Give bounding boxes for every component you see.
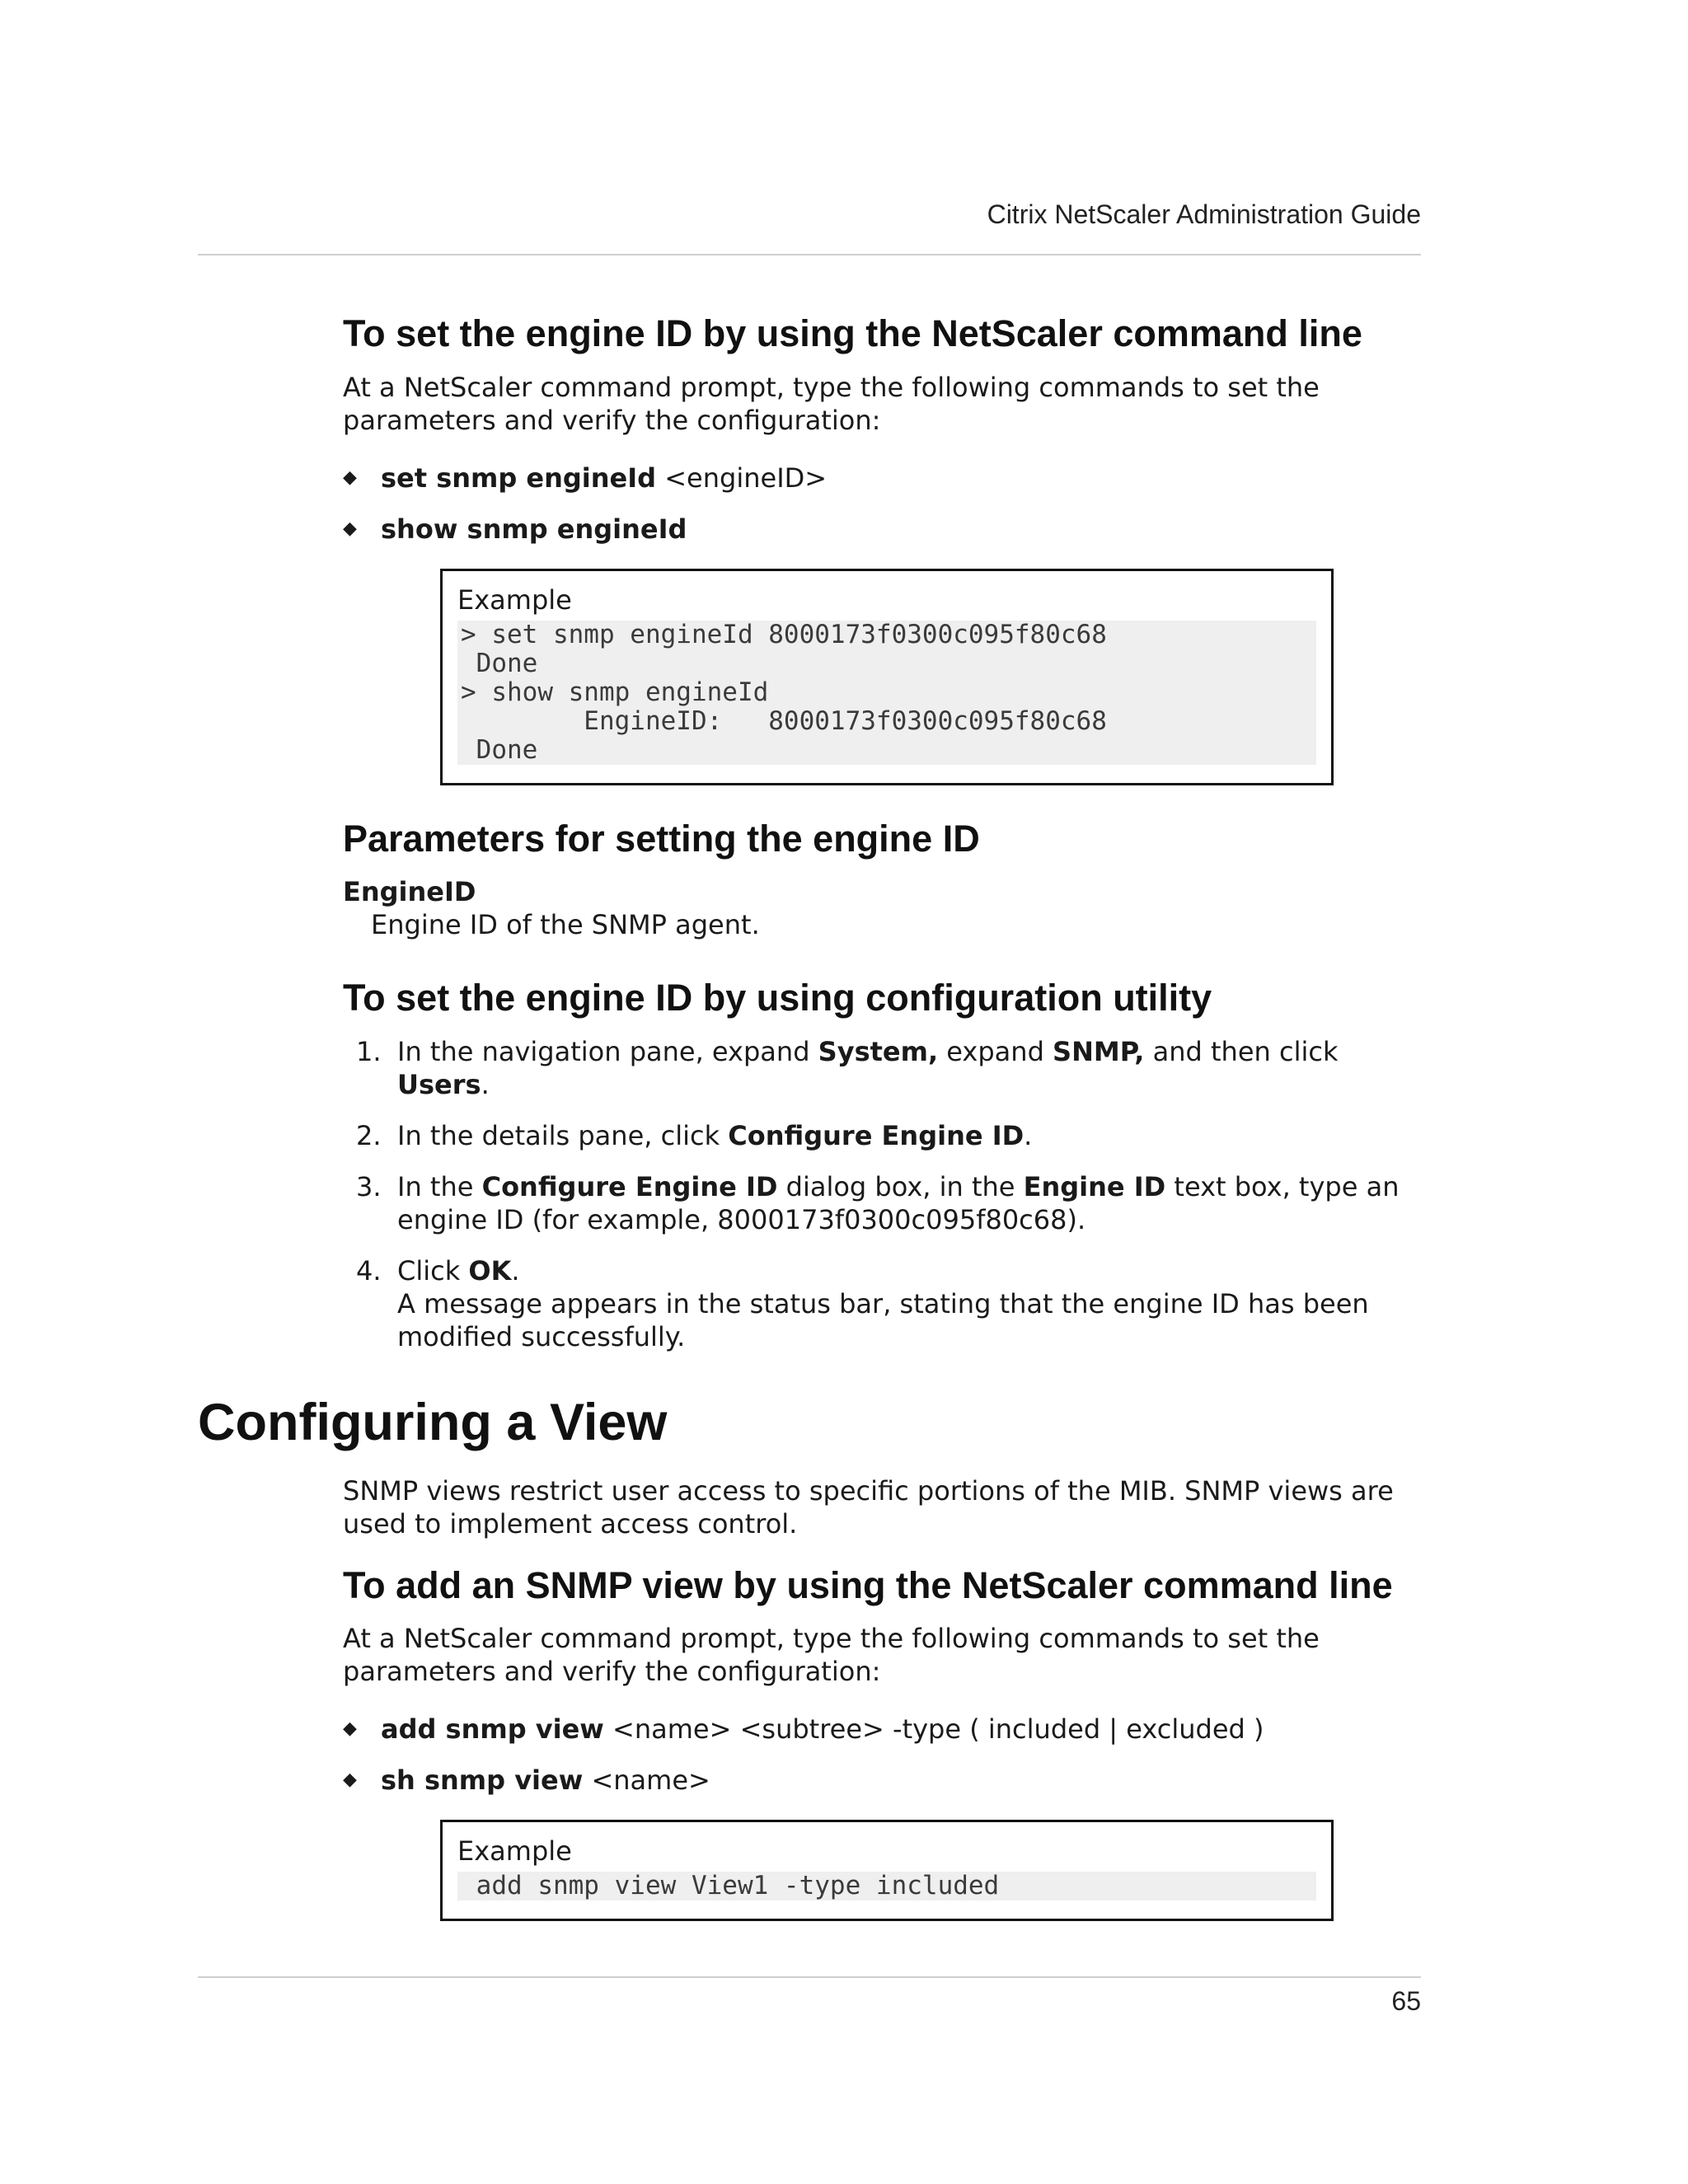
diamond-bullet-icon: ◆	[343, 1718, 357, 1740]
step-text: In the navigation pane, expand	[397, 1035, 818, 1067]
diamond-bullet-icon: ◆	[343, 518, 357, 539]
step-text: dialog box, in the	[777, 1170, 1024, 1202]
step-text: In the	[397, 1170, 482, 1202]
command-args: <name>	[583, 1765, 710, 1797]
running-header: Citrix NetScaler Administration Guide	[987, 199, 1421, 229]
step-number: 4.	[356, 1254, 382, 1286]
step-text: text box, type an engine ID (for example, 8000173f0300c095f80c68).	[397, 1170, 1400, 1235]
ui-term: Configure Engine ID	[728, 1119, 1025, 1151]
page-content	[198, 312, 1423, 1954]
list-item	[343, 1254, 1423, 1353]
diamond-bullet-icon: ◆	[343, 1769, 357, 1791]
chapter-heading-configuring-view: Configuring a View	[198, 1393, 668, 1451]
page-number: 65	[1391, 1986, 1421, 2016]
example-box	[440, 1820, 1334, 1921]
section-intro: At a NetScaler command prompt, type the following commands to set the parameters and verify the configuration:	[343, 371, 1320, 436]
parameter-description: Engine ID of the SNMP agent.	[371, 909, 760, 940]
command-args: <name> <subtree> -type ( included | excluded )	[603, 1713, 1264, 1746]
command-list	[343, 1713, 1423, 1797]
step-text: .	[481, 1068, 490, 1100]
step-number: 3.	[356, 1170, 382, 1202]
step-text: .	[1024, 1119, 1033, 1151]
ui-term: Configure Engine ID	[481, 1170, 778, 1202]
ui-term: Users	[397, 1068, 481, 1100]
step-list	[343, 1035, 1423, 1353]
section-heading-add-snmp-view-cli: To add an SNMP view by using the NetScaler command line	[343, 1563, 1393, 1606]
command-name: show snmp engineId	[381, 513, 687, 545]
list-item	[343, 1764, 1423, 1797]
header-rule	[198, 254, 1421, 255]
step-number: 2.	[356, 1119, 382, 1151]
footer-rule	[198, 1976, 1421, 1978]
example-label: Example	[457, 583, 572, 616]
command-args: <engineID>	[656, 462, 828, 494]
list-item	[343, 1713, 1423, 1746]
step-text: and then click	[1144, 1035, 1339, 1067]
step-text: expand	[938, 1035, 1053, 1067]
section-intro: SNMP views restrict user access to specific portions of the MIB. SNMP views are used to implement access control.	[343, 1474, 1394, 1540]
step-number: 1.	[356, 1035, 382, 1067]
diamond-bullet-icon: ◆	[343, 466, 357, 488]
list-item	[343, 1035, 1423, 1101]
section-intro: At a NetScaler command prompt, type the following commands to set the parameters and verify the configuration:	[343, 1623, 1320, 1688]
section-heading-config-utility: To set the engine ID by using configuration utility	[343, 977, 1212, 1019]
code-block: > set snmp engineId 8000173f0300c095f80c68 Done > show snmp engineId EngineID: 8000173f0300c095f80c68 Done	[457, 621, 1316, 765]
code-block: add snmp view View1 -type included	[457, 1872, 1316, 1900]
section-heading-parameters: Parameters for setting the engine ID	[343, 817, 980, 860]
command-name: set snmp engineId	[381, 462, 657, 494]
example-label: Example	[457, 1835, 572, 1868]
ui-term: SNMP,	[1053, 1035, 1145, 1067]
list-item	[343, 1119, 1423, 1152]
ui-term: OK	[468, 1254, 512, 1286]
section-heading-set-engine-id-cli: To set the engine ID by using the NetScaler command line	[343, 312, 1362, 354]
command-name: sh snmp view	[381, 1765, 584, 1797]
command-name: add snmp view	[381, 1713, 604, 1746]
step-text: In the details pane, click	[397, 1119, 729, 1151]
step-result-text: A message appears in the status bar, stating that the engine ID has been modified successfully.	[397, 1287, 1369, 1352]
ui-term: System,	[818, 1035, 939, 1067]
example-box	[440, 569, 1334, 785]
list-item	[343, 513, 1423, 546]
step-text: .	[511, 1254, 520, 1286]
parameter-name: EngineID	[343, 876, 476, 907]
list-item	[343, 462, 1423, 494]
list-item	[343, 1170, 1423, 1236]
command-list	[343, 462, 1423, 546]
ui-term: Engine ID	[1023, 1170, 1166, 1202]
step-text: Click	[397, 1254, 469, 1286]
